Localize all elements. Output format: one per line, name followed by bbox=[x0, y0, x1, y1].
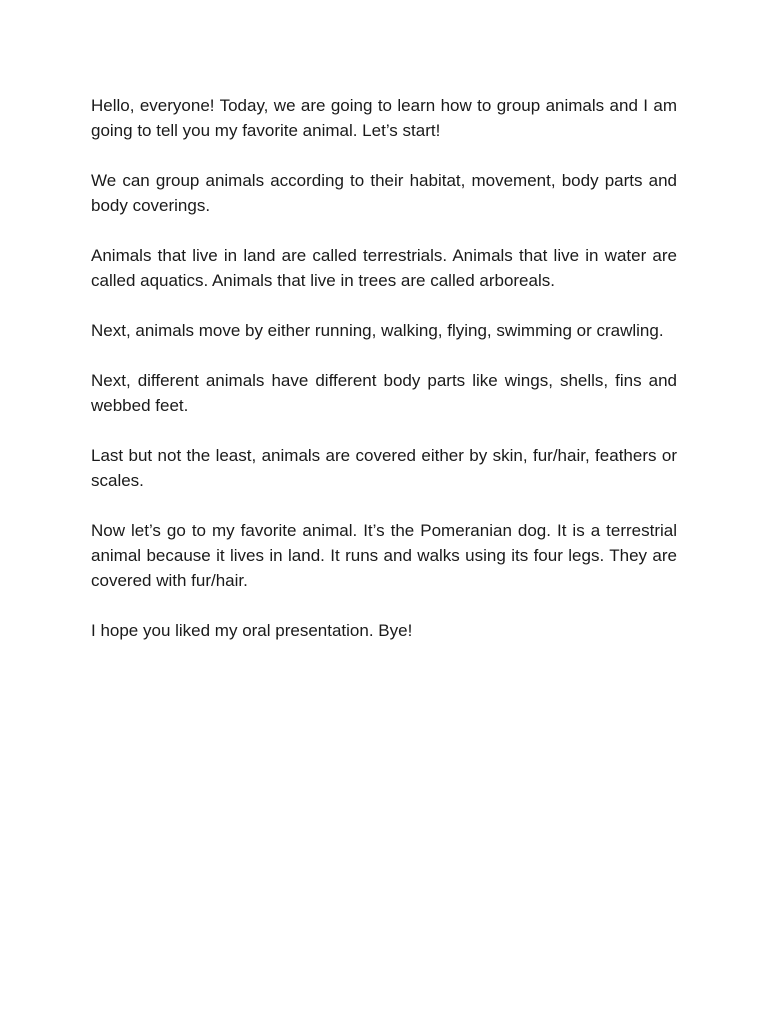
paragraph-body-parts: Next, different animals have different body parts like wings, shells, fins and webbed feet. bbox=[91, 371, 677, 415]
paragraph-body-coverings: Last but not the least, animals are covered either by skin, fur/hair, feathers or scales. bbox=[91, 446, 677, 490]
paragraph-closing: I hope you liked my oral presentation. Bye! bbox=[91, 621, 413, 640]
paragraph-greeting: Hello, everyone! Today, we are going to learn how to group animals and I am going to tell you my favorite animal. Let’s start! bbox=[91, 96, 677, 140]
paragraph-favorite-animal: Now let’s go to my favorite animal. It’s the Pomeranian dog. It is a terrestrial animal because it lives in land. It runs and walks using its four legs. They are covered with fur/hair. bbox=[91, 521, 677, 590]
paragraph-movement: Next, animals move by either running, walking, flying, swimming or crawling. bbox=[91, 321, 664, 340]
paragraph-grouping: We can group animals according to their habitat, movement, body parts and body coverings. bbox=[91, 171, 677, 215]
paragraph-habitat: Animals that live in land are called terrestrials. Animals that live in water are called aquatics. Animals that live in trees are called arboreals. bbox=[91, 246, 677, 290]
